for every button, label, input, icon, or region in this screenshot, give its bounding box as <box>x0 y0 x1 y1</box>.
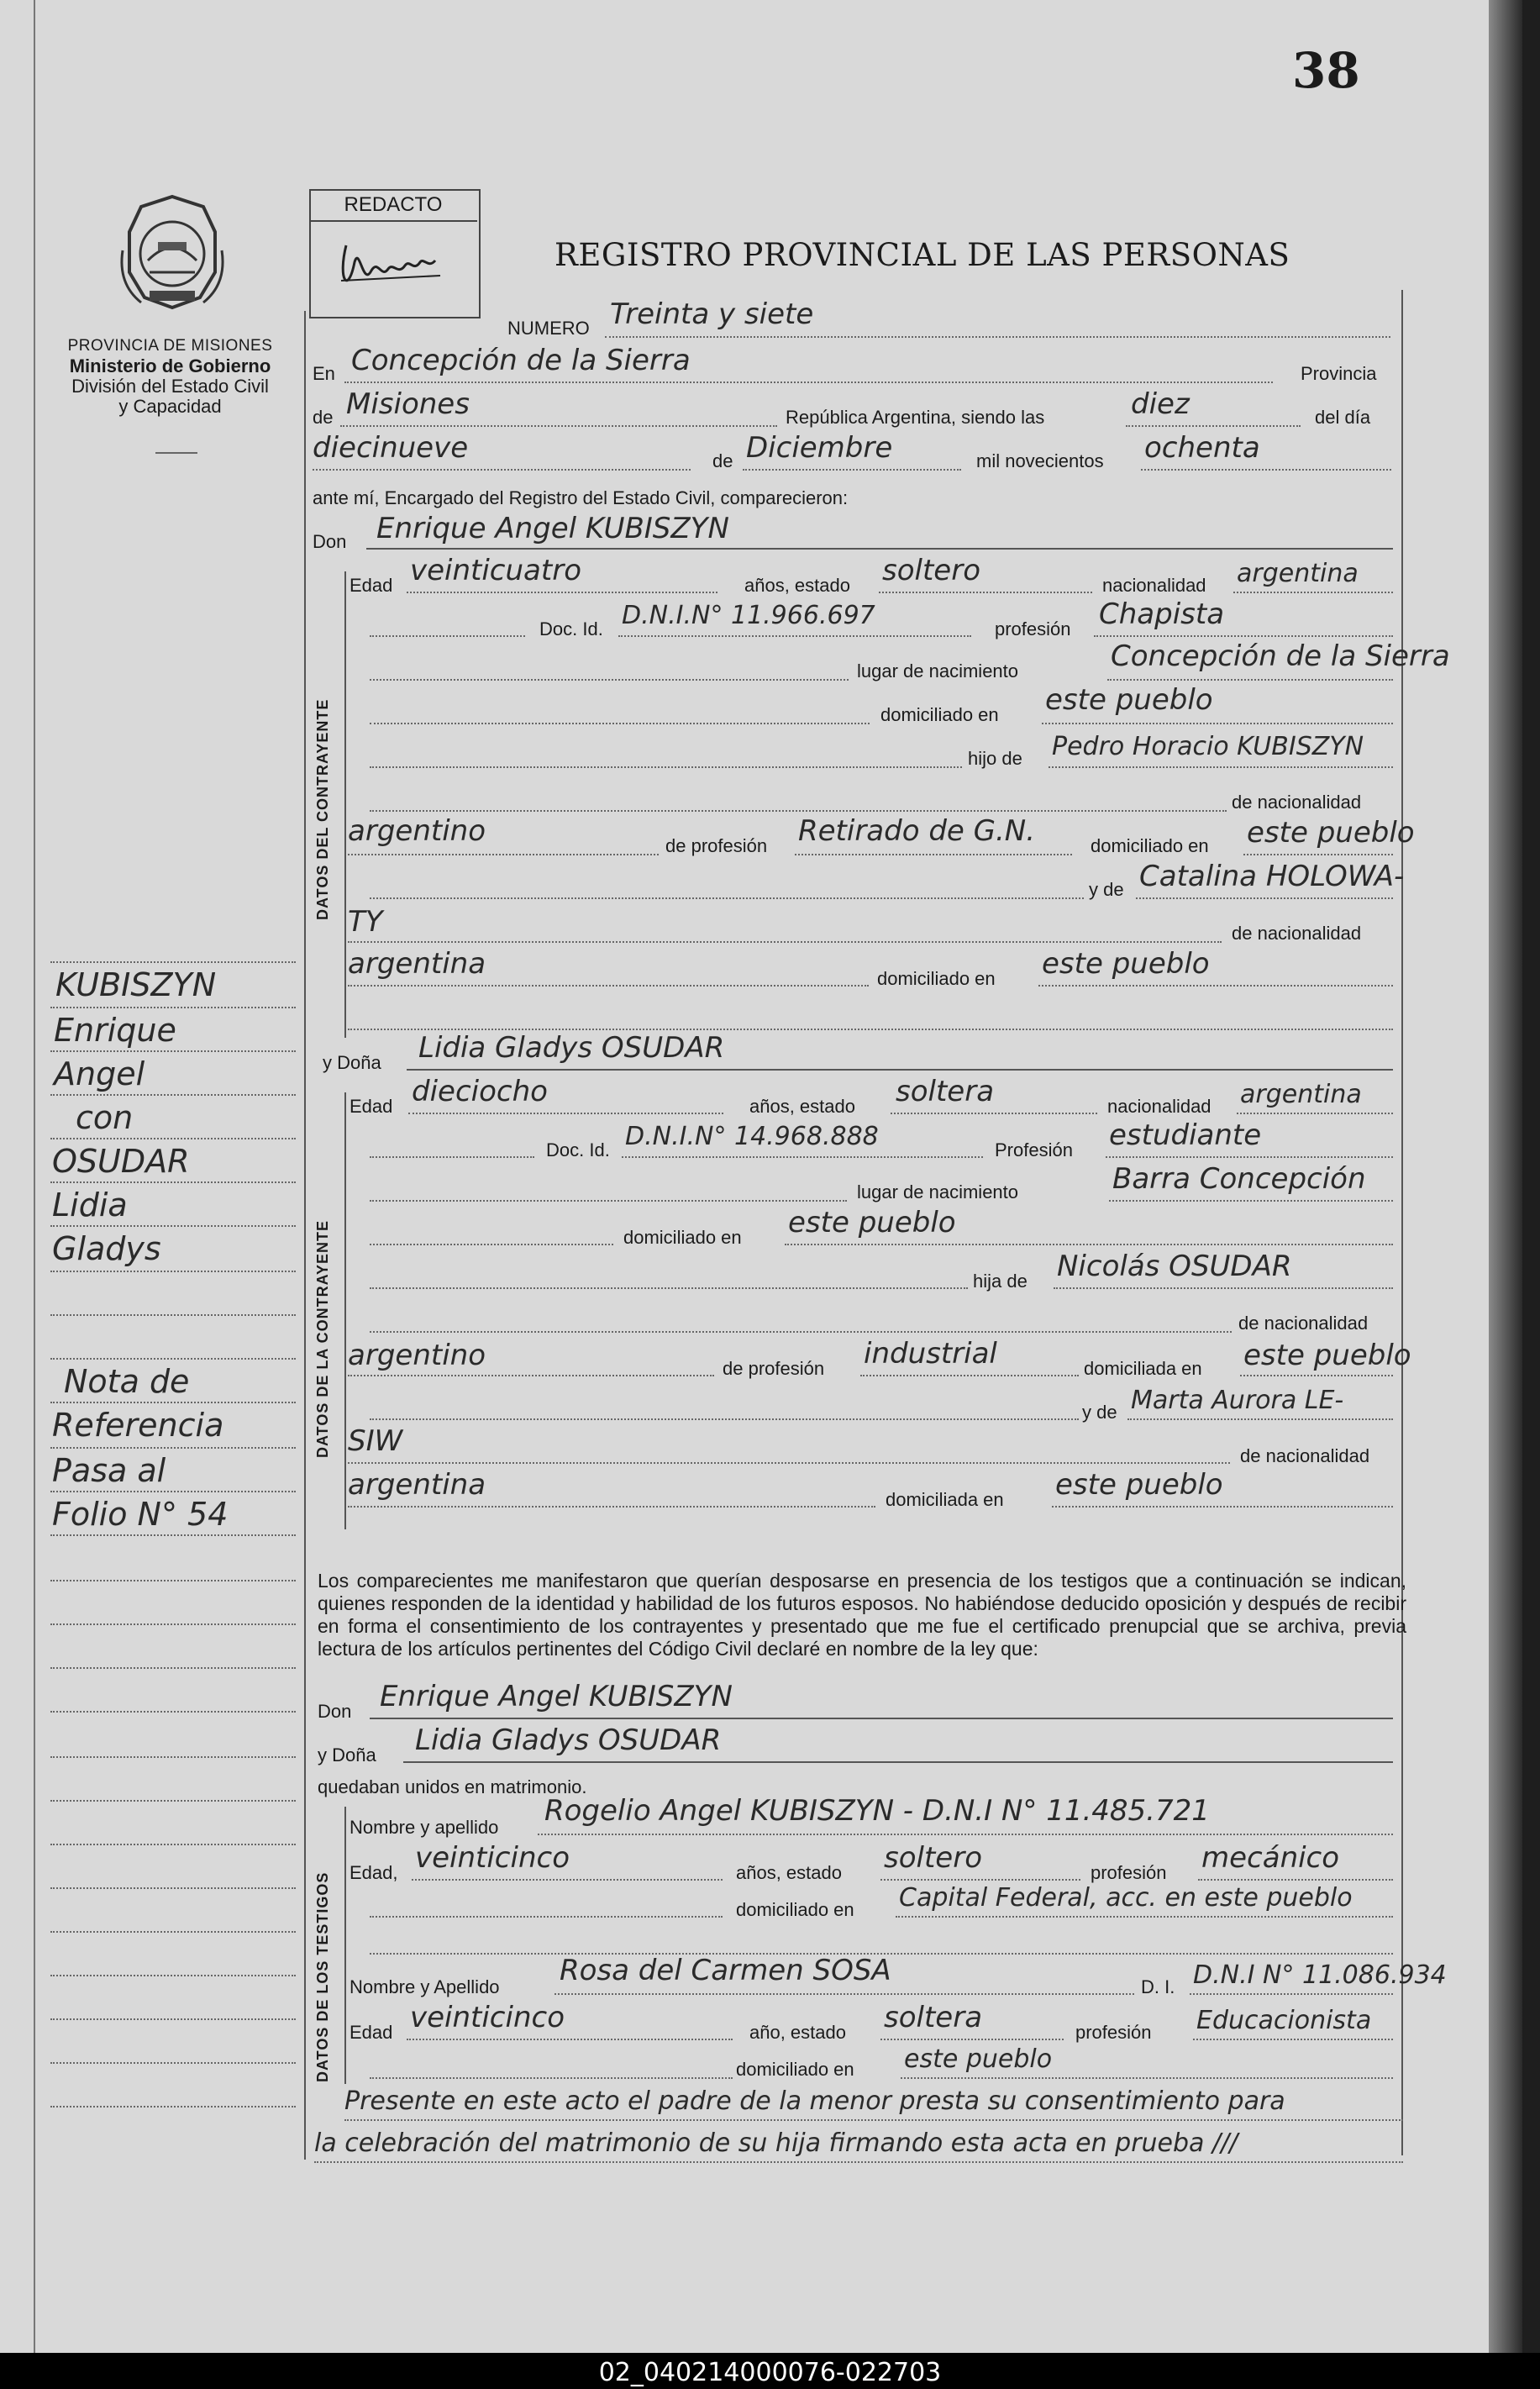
margin-rule <box>50 1181 296 1183</box>
document-title: REGISTRO PROVINCIAL DE LAS PERSONAS <box>555 237 1290 273</box>
fill-line <box>1107 679 1393 681</box>
fill-line <box>622 1156 983 1158</box>
bride-name: Lidia Gladys OSUDAR <box>418 1031 725 1065</box>
groom-domicilio: este pueblo <box>1045 683 1213 717</box>
margin-name-line: Enrique <box>54 1012 176 1049</box>
declared-bride: Lidia Gladys OSUDAR <box>415 1723 722 1757</box>
father-dom-label: domiciliada en <box>1084 1358 1202 1379</box>
fill-line <box>1141 469 1391 471</box>
edad-label: Edad <box>350 1096 393 1117</box>
groom-mother-dom: este pueblo <box>1042 947 1210 981</box>
issuer-division: División del Estado Civil <box>71 376 269 397</box>
fill-line <box>1127 1418 1393 1420</box>
fill-line <box>370 1916 723 1918</box>
w1-domicilio: Capital Federal, acc. en este pueblo <box>899 1883 1353 1913</box>
margin-rule <box>50 1358 296 1360</box>
edad-label: Edad <box>350 575 393 596</box>
lugar-label: lugar de nacimiento <box>857 1181 1019 1202</box>
fill-line <box>344 382 1273 383</box>
locality: Concepción de la Sierra <box>351 344 691 377</box>
w1-estado: soltero <box>884 1841 982 1875</box>
fill-line <box>370 1200 847 1202</box>
nacionalidad-label: nacionalidad <box>1107 1096 1212 1117</box>
declared-bride-rule <box>403 1761 1393 1763</box>
numero-label: NUMERO <box>507 318 590 339</box>
w2-estado: soltera <box>884 2001 983 2034</box>
margin-rule <box>50 2062 296 2064</box>
footer-code: 02_040214000076-022703 <box>598 2358 942 2387</box>
redacto-rule <box>309 220 477 222</box>
fill-line <box>1240 1375 1393 1376</box>
fill-line <box>348 1462 1230 1464</box>
registrar-signature <box>329 229 455 304</box>
groom-mother-cont: TY <box>348 905 383 939</box>
book-spine-shadow <box>1489 0 1522 2353</box>
margin-name-line: KUBISZYN <box>55 966 217 1003</box>
province-crest-icon <box>116 192 229 313</box>
margin-name-line: OSUDAR <box>52 1143 190 1180</box>
fill-line <box>1198 1879 1393 1881</box>
bride-father: Nicolás OSUDAR <box>1057 1250 1292 1283</box>
fill-line <box>1190 1993 1393 1995</box>
fill-line <box>901 2077 1393 2079</box>
w1-profesion-label: profesión <box>1091 1862 1167 1883</box>
w2-edad-label: Edad <box>350 2022 393 2043</box>
groom-doc: D.N.I.N° 11.966.697 <box>622 601 875 630</box>
fill-line <box>785 1244 1393 1245</box>
anos-label: años, estado <box>749 1096 855 1117</box>
fill-line <box>348 1375 714 1376</box>
fill-line <box>1126 425 1301 427</box>
fill-line <box>1094 635 1393 637</box>
groom-nacionalidad: argentina <box>1237 559 1359 588</box>
w2-profesion: Educacionista <box>1196 2006 1372 2035</box>
issuer-block <box>42 336 298 417</box>
w2-anos-label: año, estado <box>749 2022 846 2043</box>
profesion-label: Profesión <box>995 1139 1073 1160</box>
fill-line <box>370 897 1084 899</box>
bride-father-nac: argentino <box>348 1339 486 1372</box>
don-label: Don <box>318 1701 352 1722</box>
bride-nacionalidad: argentina <box>1240 1080 1362 1109</box>
fill-line <box>1054 1287 1393 1289</box>
margin-name-line: Angel <box>54 1055 145 1092</box>
bride-domicilio: este pueblo <box>788 1206 956 1239</box>
margin-rule <box>50 1402 296 1403</box>
republica-label: República Argentina, siendo las <box>786 407 1045 428</box>
dona-label: y Doña <box>323 1052 381 1073</box>
year: ochenta <box>1144 431 1260 465</box>
fill-line <box>1243 854 1393 855</box>
fill-line <box>1109 1200 1393 1202</box>
fill-line <box>348 941 1222 943</box>
fill-line <box>538 1834 1393 1835</box>
fill-line <box>370 635 525 637</box>
w2-di-label: D. I. <box>1141 1976 1175 1997</box>
w1-name: Rogelio Angel KUBISZYN - D.N.I N° 11.485.721 <box>544 1794 1210 1828</box>
issuer-rule <box>155 452 197 454</box>
fill-line <box>860 1375 1079 1376</box>
w1-profesion: mecánico <box>1201 1841 1340 1875</box>
united-label: quedaban unidos en matrimonio. <box>318 1776 587 1797</box>
de-nacionalidad-label-2: de nacionalidad <box>1240 1445 1370 1466</box>
doc-label: Doc. Id. <box>539 618 603 639</box>
bride-father-prof: industrial <box>864 1337 997 1371</box>
margin-rule <box>50 1447 296 1449</box>
w2-age: veinticinco <box>410 2001 565 2034</box>
fill-line <box>618 635 971 637</box>
groom-mother: Catalina HOLOWA- <box>1139 860 1405 893</box>
w1-dom-label: domiciliado en <box>736 1899 854 1920</box>
fill-line <box>407 2039 733 2040</box>
margin-rule <box>50 1271 296 1272</box>
w1-age: veinticinco <box>415 1841 570 1875</box>
fill-line <box>1042 723 1393 724</box>
fill-line <box>795 854 1072 855</box>
hijo-label: hijo de <box>968 748 1022 769</box>
margin-rule <box>50 1225 296 1227</box>
groom-father-prof: Retirado de G.N. <box>798 814 1036 848</box>
anos-label: años, estado <box>744 575 850 596</box>
fill-line <box>348 854 659 855</box>
margin-name-line: con <box>76 1099 134 1136</box>
fill-line <box>370 1287 968 1289</box>
act-number: Treinta y siete <box>610 297 814 331</box>
margin-reference-line: Referencia <box>52 1407 224 1444</box>
margin-rule <box>50 2106 296 2107</box>
fill-line <box>1136 897 1393 899</box>
margin-name-line: Lidia <box>52 1187 128 1223</box>
margin-rule <box>50 1534 296 1536</box>
consent-note-line-2: la celebración del matrimonio de su hija firmando esta acta en prueba /// <box>314 2129 1238 2158</box>
margin-rule <box>50 1711 296 1713</box>
de-nacionalidad-label: de nacionalidad <box>1238 1313 1369 1334</box>
bride-age: dieciocho <box>412 1075 548 1108</box>
fill-line <box>1193 2039 1393 2040</box>
w2-name: Rosa del Carmen SOSA <box>560 1954 891 1987</box>
day: diecinueve <box>313 431 469 465</box>
fill-line <box>314 2161 1403 2163</box>
nacionalidad-label: nacionalidad <box>1102 575 1206 596</box>
y-de-label: y de <box>1082 1402 1117 1423</box>
fill-line <box>1052 1506 1393 1508</box>
margin-rule <box>50 1844 296 1845</box>
month: Diciembre <box>746 431 893 465</box>
fill-line <box>370 1156 534 1158</box>
dona-label: y Doña <box>318 1744 376 1765</box>
hour: diez <box>1131 387 1190 421</box>
margin-reference-line: Nota de <box>64 1363 190 1400</box>
margin-reference-line: Folio N° 54 <box>52 1496 229 1533</box>
margin-divider <box>34 0 35 2353</box>
groom-lugar: Concepción de la Sierra <box>1111 639 1450 673</box>
margin-rule <box>50 1887 296 1889</box>
groom-father-dom: este pueblo <box>1247 816 1415 850</box>
province: Misiones <box>346 387 470 421</box>
profesion-label: profesión <box>995 618 1071 639</box>
margin-reference-line: Pasa al <box>52 1452 166 1489</box>
margin-rule <box>50 1623 296 1625</box>
hija-label: hija de <box>973 1271 1028 1292</box>
groom-age: veinticuatro <box>410 554 581 587</box>
groom-name-rule <box>366 548 1393 550</box>
fill-line <box>313 469 691 471</box>
bride-block-rule <box>344 1092 346 1529</box>
fill-line <box>348 1506 875 1508</box>
w1-edad-label: Edad, <box>350 1862 398 1883</box>
groom-name: Enrique Angel KUBISZYN <box>376 512 729 545</box>
mil-label: mil novecientos <box>976 450 1104 471</box>
doc-label: Doc. Id. <box>546 1139 610 1160</box>
groom-mother-nac: argentina <box>348 947 486 981</box>
bride-name-rule <box>407 1069 1393 1071</box>
fill-line <box>879 592 1092 593</box>
fill-line <box>412 1879 723 1881</box>
fill-line <box>880 2039 1064 2040</box>
de-nacionalidad-label: de nacionalidad <box>1232 792 1362 813</box>
margin-rule <box>50 1580 296 1581</box>
consent-note-line-1: Presente en este acto el padre de la menor presta su consentimiento para <box>344 2086 1285 2116</box>
bride-father-dom: este pueblo <box>1243 1339 1411 1372</box>
bride-mother: Marta Aurora LE- <box>1131 1386 1344 1415</box>
margin-rule <box>50 1667 296 1669</box>
fill-line <box>408 1113 723 1114</box>
fill-line <box>743 469 961 471</box>
domicilio-label: domiciliado en <box>623 1227 742 1248</box>
margin-rule <box>50 1491 296 1492</box>
margin-rule <box>50 1800 296 1802</box>
margin-name-line: Gladys <box>52 1230 161 1267</box>
margin-rule <box>50 1314 296 1316</box>
margin-rule <box>50 1138 296 1139</box>
w2-nombre-label: Nombre y Apellido <box>350 1976 500 1997</box>
father-dom-label: domiciliado en <box>1091 835 1209 856</box>
fill-line <box>605 336 1390 338</box>
fill-line <box>370 766 962 768</box>
don-label: Don <box>313 531 347 552</box>
groom-estado: soltero <box>882 554 980 587</box>
fill-line <box>1233 592 1393 593</box>
fill-line <box>340 425 777 427</box>
mother-dom-label: domiciliada en <box>886 1489 1004 1510</box>
fill-line <box>370 1244 613 1245</box>
de-profesion-label: de profesión <box>665 835 768 856</box>
witnesses-section-label: DATOS DE LOS TESTIGOS <box>314 1871 331 2082</box>
fill-line <box>370 679 849 681</box>
de-nacionalidad-label-2: de nacionalidad <box>1232 923 1362 944</box>
de-mes-label: de <box>712 450 733 471</box>
del-dia-label: del día <box>1315 407 1371 428</box>
fill-line <box>1038 985 1393 987</box>
fill-line <box>1237 1113 1393 1114</box>
groom-profesion: Chapista <box>1099 597 1225 631</box>
declaration-paragraph: Los comparecientes me manifestaron que querían desposarse en presencia de los testigos que a continuación se indican, quienes responden de la identidad y habilidad de los futuros esposos. No habiéndose deducido oposición y después de recibir en forma el consentimiento de los contrayentes y presentado que me fue el certificado prenupcial que se archiva, previa lectura de los artículos pertinentes del Código Civil declaré en nombre de la ley que: <box>318 1570 1406 1660</box>
fill-line <box>1049 766 1393 768</box>
fill-line <box>370 1331 1232 1333</box>
fill-line <box>348 1029 1393 1030</box>
bride-lugar: Barra Concepción <box>1112 1162 1366 1196</box>
margin-rule <box>50 1975 296 1976</box>
declared-groom-rule <box>370 1718 1393 1719</box>
fill-line <box>407 592 717 593</box>
de-profesion-label: de profesión <box>723 1358 825 1379</box>
provincia-label: Provincia <box>1301 363 1377 384</box>
fill-line <box>348 985 869 987</box>
bride-doc: D.N.I.N° 14.968.888 <box>625 1122 879 1151</box>
witness-block-rule <box>344 1807 346 2084</box>
w1-nombre-label: Nombre y apellido <box>350 1817 499 1838</box>
fill-line <box>344 2119 1403 2121</box>
fill-line <box>370 1418 1079 1420</box>
bride-mother-dom: este pueblo <box>1055 1468 1223 1502</box>
margin-rule <box>50 1050 296 1052</box>
w2-profesion-label: profesión <box>1075 2022 1152 2043</box>
de-label: de <box>313 407 334 428</box>
margin-rule <box>50 1931 296 1933</box>
fill-line <box>370 810 1227 812</box>
groom-father-nac: argentino <box>348 814 486 848</box>
redacto-label: REDACTO <box>344 193 443 216</box>
margin-rule <box>50 2018 296 2020</box>
page-number: 38 <box>1292 42 1360 99</box>
w1-anos-label: años, estado <box>736 1862 842 1883</box>
margin-rule <box>50 1756 296 1758</box>
ante-label: ante mí, Encargado del Registro del Estado Civil, comparecieron: <box>313 487 849 508</box>
bride-estado: soltera <box>896 1075 995 1108</box>
mother-dom-label: domiciliado en <box>877 968 996 989</box>
domicilio-label: domiciliado en <box>880 704 999 725</box>
fill-line <box>1106 1156 1393 1158</box>
bride-mother-nac: argentina <box>348 1468 486 1502</box>
margin-rule <box>50 961 296 963</box>
fill-line <box>370 723 870 724</box>
margin-rule <box>50 1007 296 1008</box>
issuer-ministry: Ministerio de Gobierno <box>69 355 271 376</box>
fill-line <box>896 1916 1393 1918</box>
margin-rule <box>50 1094 296 1096</box>
bride-profesion: estudiante <box>1109 1118 1262 1152</box>
right-column-rule <box>1401 290 1403 2155</box>
fill-line <box>555 1993 1134 1995</box>
issuer-capacity: y Capacidad <box>118 396 222 417</box>
fill-line <box>891 1113 1097 1114</box>
groom-father: Pedro Horacio KUBISZYN <box>1052 732 1364 761</box>
w2-domicilio: este pueblo <box>904 2044 1053 2074</box>
fill-line <box>880 1879 1080 1881</box>
lugar-label: lugar de nacimiento <box>857 660 1019 681</box>
bride-section-label: DATOS DE LA CONTRAYENTE <box>314 1219 331 1458</box>
issuer-province: PROVINCIA DE MISIONES <box>67 337 273 355</box>
groom-block-rule <box>344 571 346 1038</box>
left-column-rule <box>304 311 306 2160</box>
fill-line <box>370 2077 733 2079</box>
w2-di: D.N.I N° 11.086.934 <box>1193 1960 1447 1990</box>
y-de-label: y de <box>1089 879 1124 900</box>
en-label: En <box>313 363 335 384</box>
groom-section-label: DATOS DEL CONTRAYENTE <box>314 698 331 920</box>
bride-mother-cont: SIW <box>348 1424 403 1458</box>
w2-dom-label: domiciliado en <box>736 2059 854 2080</box>
declared-groom: Enrique Angel KUBISZYN <box>380 1680 733 1713</box>
